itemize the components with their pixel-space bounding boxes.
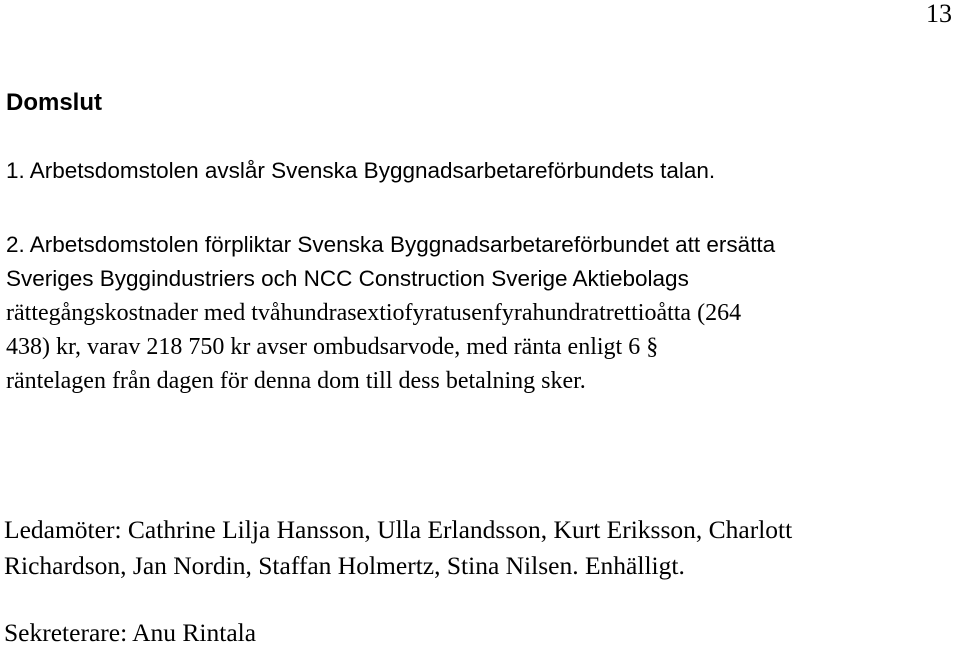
section-heading: Domslut bbox=[6, 89, 102, 116]
ruling-item-2-line: 2. Arbetsdomstolen förpliktar Svenska Byggnadsarbetareförbundet att ersätta bbox=[6, 232, 776, 257]
secretary-line: Sekreterare: Anu Rintala bbox=[4, 618, 257, 647]
ruling-item-1: 1. Arbetsdomstolen avslår Svenska Byggnadsarbetareförbundets talan. bbox=[6, 158, 716, 183]
page-number: 13 bbox=[926, 0, 952, 28]
ruling-item-2-line: 438) kr, varav 218 750 kr avser ombudsarvode, med ränta enligt 6 § bbox=[6, 334, 659, 360]
court-members bbox=[4, 512, 959, 584]
ruling-item-2-line: Sveriges Byggindustriers och NCC Construction Sverige Aktiebolags bbox=[6, 266, 689, 291]
court-members-line: Richardson, Jan Nordin, Staffan Holmertz, Stina Nilsen. Enhälligt. bbox=[4, 551, 685, 580]
ruling-item-2-line: räntelagen från dagen för denna dom till dess betalning sker. bbox=[6, 368, 586, 394]
ruling-item-2 bbox=[6, 228, 956, 398]
ruling-item-2-line: rättegångskostnader med tvåhundrasextiofyratusenfyrahundratrettioåtta (264 bbox=[6, 300, 742, 326]
court-members-line: Ledamöter: Cathrine Lilja Hansson, Ulla Erlandsson, Kurt Eriksson, Charlott bbox=[4, 515, 793, 544]
